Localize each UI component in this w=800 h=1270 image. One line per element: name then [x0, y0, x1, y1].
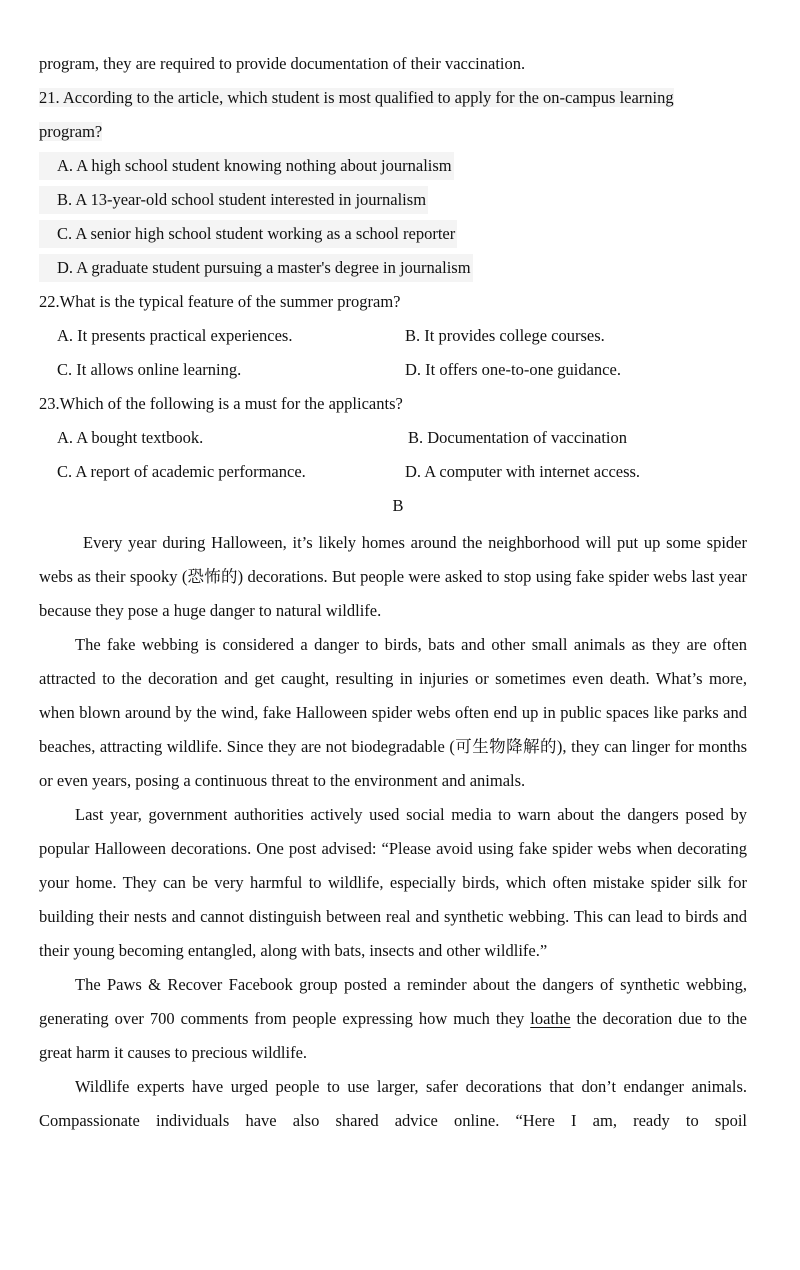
question-23-option-b: B. Documentation of vaccination — [408, 428, 628, 447]
question-21-option-c: C. A senior high school student working as a school reporter — [39, 220, 747, 254]
question-21-stem-line2 — [39, 118, 747, 152]
question-22-options-row1 — [39, 322, 747, 356]
question-22-option-a: A. It presents practical experiences. — [57, 326, 293, 345]
question-21-stem-text: 21. According to the article, which student is most qualified to apply for the on-campus learning — [39, 88, 674, 107]
question-23-option-c: C. A report of academic performance. — [57, 462, 306, 481]
question-22-options-row2 — [39, 356, 747, 390]
passage-paragraph-1: Every year during Halloween, it’s likely homes around the neighborhood will put up some spider webs as their spooky (恐怖的) decorations. But people were asked to stop using fake spider webs last year because they pose a huge danger to natural wildlife. — [39, 533, 747, 620]
previous-passage-fragment: program, they are required to provide documentation of their vaccination. — [39, 54, 526, 73]
paragraph-4-text-after: the decoration due to the great harm it causes to precious wildlife. — [39, 1009, 747, 1062]
underlined-word-loathe: loathe — [530, 1009, 571, 1028]
question-21-option-a: A. A high school student knowing nothing about journalism — [39, 152, 747, 186]
paragraph-4-text-before: The Paws & Recover Facebook group posted a reminder about the dangers of synthetic webbing, generating over 700 comments from people expressing how much they — [39, 975, 747, 1028]
question-21 — [39, 84, 747, 288]
question-23-stem: 23.Which of the following is a must for the applicants? — [39, 394, 403, 413]
question-23 — [39, 390, 747, 492]
section-heading: B — [392, 496, 404, 515]
question-21-option-d: D. A graduate student pursuing a master's degree in journalism — [39, 254, 747, 288]
passage-paragraph-5: Wildlife experts have urged people to use larger, safer decorations that don’t endanger animals. Compassionate individuals have also shared advice online. “Here I am, ready to spoil — [39, 1077, 747, 1130]
question-22-option-b: B. It provides college courses. — [405, 326, 605, 345]
question-22-stem: 22.What is the typical feature of the summer program? — [39, 292, 401, 311]
question-23-option-a: A. A bought textbook. — [57, 428, 204, 447]
reading-passage-b — [39, 526, 747, 1138]
question-21-stem-line1 — [39, 84, 747, 118]
exam-page — [39, 50, 747, 1138]
question-22-option-d: D. It offers one-to-one guidance. — [405, 360, 621, 379]
passage-paragraph-2: The fake webbing is considered a danger to birds, bats and other small animals as they are often attracted to the decoration and get caught, resulting in injuries or sometimes even death. What’s more, when blown around by the wind, fake Halloween spider webs often end up in public spaces like parks and beaches, attracting wildlife. Since they are not biodegradable (可生物降解的), they can linger for months or even years, posing a continuous threat to the environment and animals. — [39, 635, 747, 790]
question-23-option-d: D. A computer with internet access. — [405, 462, 641, 481]
passage-paragraph-3: Last year, government authorities actively used social media to warn about the dangers posed by popular Halloween decorations. One post advised: “Please avoid using fake spider webs when decorating your home. They can be very harmful to wildlife, especially birds, which often mistake spider silk for building their nests and cannot distinguish between real and synthetic webbing. This can lead to birds and their young becoming entangled, along with bats, insects and other wildlife.” — [39, 805, 747, 960]
passage-paragraph-4 — [39, 968, 747, 1070]
question-21-option-b: B. A 13-year-old school student interested in journalism — [39, 186, 747, 220]
question-22 — [39, 288, 747, 390]
question-21-stem-text-cont: program? — [39, 122, 103, 141]
question-22-option-c: C. It allows online learning. — [57, 360, 242, 379]
question-23-options-row1 — [39, 424, 747, 458]
question-23-options-row2 — [39, 458, 747, 492]
